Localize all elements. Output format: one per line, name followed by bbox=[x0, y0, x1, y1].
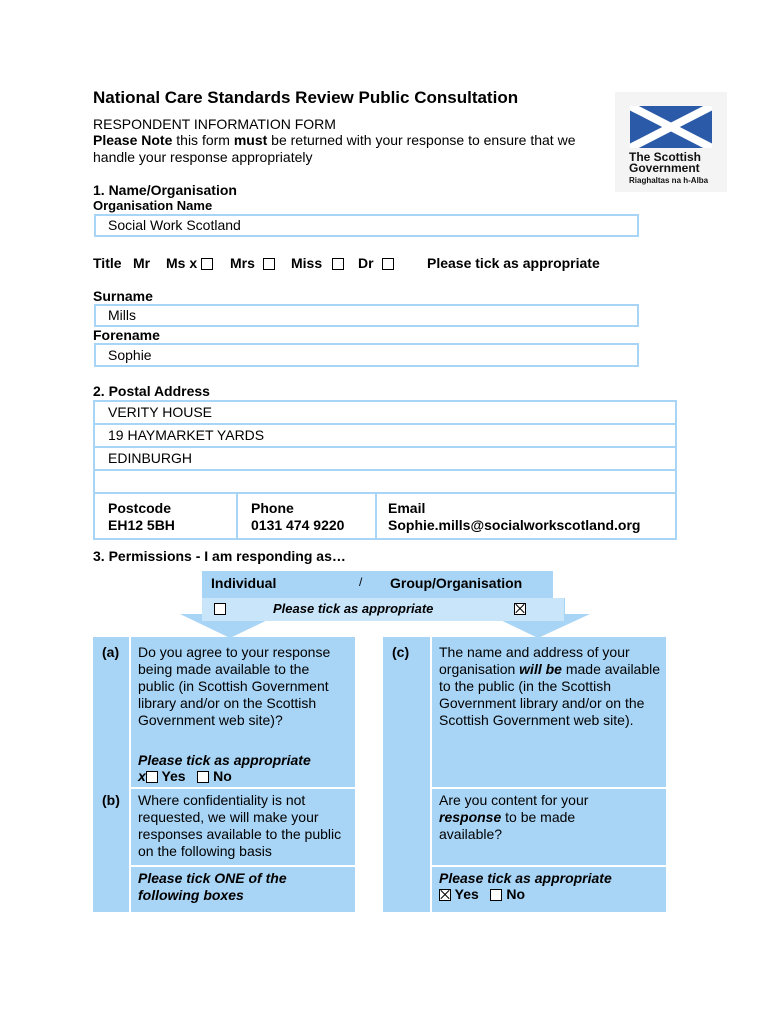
question-a-tick-note: Please tick as appropriate bbox=[138, 752, 311, 768]
scottish-government-logo bbox=[615, 92, 727, 192]
permissions-tick-note: Please tick as appropriate bbox=[273, 601, 434, 616]
question-b-tick-note: Please tick ONE of the following boxes bbox=[138, 870, 287, 903]
address-line-2[interactable]: 19 HAYMARKET YARDS bbox=[95, 425, 675, 448]
question-c-text-1: The name and address of your organisation bbox=[439, 644, 630, 677]
question-c2-text-2: to be made available? bbox=[439, 809, 576, 842]
logo-line-3: Riaghaltas na h-Alba bbox=[629, 176, 709, 185]
question-a-yes-label: Yes bbox=[161, 768, 186, 784]
question-c-yes-checkbox[interactable] bbox=[439, 889, 451, 901]
note-bold-1: Please Note bbox=[93, 132, 173, 148]
title-tick-note: Please tick as appropriate bbox=[427, 255, 600, 271]
section1-heading: 1. Name/Organisation bbox=[93, 182, 237, 198]
group-checkbox[interactable] bbox=[514, 603, 526, 615]
forename-field[interactable]: Sophie bbox=[94, 343, 639, 367]
org-name-label: Organisation Name bbox=[93, 198, 213, 213]
question-c-yes-label: Yes bbox=[454, 886, 479, 902]
question-c2-text bbox=[439, 792, 639, 843]
question-a-x-mark: x bbox=[138, 768, 146, 784]
email-cell[interactable] bbox=[377, 494, 675, 538]
surname-field[interactable]: Mills bbox=[94, 304, 639, 327]
email-value: Sophie.mills@socialworkscotland.org bbox=[388, 517, 641, 533]
phone-label: Phone bbox=[251, 500, 294, 516]
question-a-label: (a) bbox=[102, 644, 120, 660]
title-miss-checkbox[interactable] bbox=[332, 258, 344, 270]
question-a-yes-checkbox[interactable] bbox=[146, 771, 158, 783]
note-bold-2: must bbox=[233, 132, 268, 148]
phone-value: 0131 474 9220 bbox=[251, 517, 345, 533]
title-label: Title bbox=[93, 255, 122, 271]
question-a-options bbox=[138, 768, 232, 785]
title-mrs-label: Mrs bbox=[230, 255, 255, 271]
title-dr-checkbox[interactable] bbox=[382, 258, 394, 270]
title-ms-checkbox[interactable] bbox=[201, 258, 213, 270]
question-c-text-2: made available to the public (in the Scottish Government library and/or on the Scottish Government web site). bbox=[439, 661, 661, 728]
question-a-text: Do you agree to your response being made available to the public (in Scottish Government library and/or on the Scottish Government web site)? bbox=[138, 644, 331, 728]
email-label: Email bbox=[388, 500, 426, 516]
individual-label: Individual bbox=[211, 575, 277, 591]
question-a-no-label: No bbox=[213, 768, 232, 784]
permissions-header bbox=[202, 571, 553, 598]
phone-cell[interactable] bbox=[238, 494, 377, 538]
address-line-3[interactable]: EDINBURGH bbox=[95, 448, 675, 471]
note-text-1: this form bbox=[172, 132, 234, 148]
org-name-field[interactable]: Social Work Scotland bbox=[94, 214, 639, 237]
question-c2-bold: response bbox=[439, 809, 502, 825]
postal-address-block bbox=[93, 400, 677, 540]
address-bottom-row bbox=[95, 494, 675, 538]
postcode-value: EH12 5BH bbox=[108, 517, 175, 533]
postcode-cell[interactable] bbox=[95, 494, 238, 538]
title-row bbox=[93, 255, 653, 273]
individual-panel bbox=[93, 637, 355, 912]
question-c2-text-1: Are you content for your bbox=[439, 792, 589, 808]
question-c-no-label: No bbox=[506, 886, 526, 902]
title-dr-label: Dr bbox=[358, 255, 374, 271]
surname-label: Surname bbox=[93, 288, 153, 304]
logo-line-2: Government bbox=[629, 161, 700, 175]
question-c-no-checkbox[interactable] bbox=[490, 889, 502, 901]
title-miss-label: Miss bbox=[291, 255, 323, 271]
question-a-no-checkbox[interactable] bbox=[197, 771, 209, 783]
form-subtitle: RESPONDENT INFORMATION FORM bbox=[93, 116, 336, 132]
logo-line-1: The Scottish bbox=[629, 150, 702, 164]
postcode-label: Postcode bbox=[108, 500, 172, 516]
permissions-tick-row bbox=[202, 598, 564, 621]
saltire-flag-icon bbox=[630, 106, 712, 148]
question-c-label: (c) bbox=[392, 644, 410, 660]
question-b-text: Where confidentiality is not requested, we will make your responses available to the public on the following basis bbox=[138, 792, 342, 859]
individual-checkbox[interactable] bbox=[214, 603, 226, 615]
group-organisation-label: Group/Organisation bbox=[390, 575, 523, 591]
question-c-options bbox=[439, 886, 525, 903]
slash-label: / bbox=[359, 575, 363, 589]
title-mr-label: Mr bbox=[133, 255, 151, 271]
forename-label: Forename bbox=[93, 327, 160, 343]
question-c-text bbox=[439, 644, 661, 729]
question-b-label: (b) bbox=[102, 792, 120, 808]
address-line-1[interactable]: VERITY HOUSE bbox=[95, 402, 675, 425]
section3-heading: 3. Permissions - I am responding as… bbox=[93, 548, 346, 564]
organisation-panel bbox=[383, 637, 666, 912]
question-c-tick-note: Please tick as appropriate bbox=[439, 870, 612, 886]
section2-heading: 2. Postal Address bbox=[93, 383, 210, 399]
note-text-2: be returned with your response to ensure that we handle your response appropriately bbox=[93, 132, 576, 165]
form-note bbox=[93, 132, 593, 166]
question-c-bold: will be bbox=[519, 661, 562, 677]
address-line-4[interactable] bbox=[95, 471, 675, 494]
title-ms-label: Ms x bbox=[166, 255, 198, 271]
form-title: National Care Standards Review Public Consultation bbox=[93, 88, 519, 107]
title-mrs-checkbox[interactable] bbox=[263, 258, 275, 270]
